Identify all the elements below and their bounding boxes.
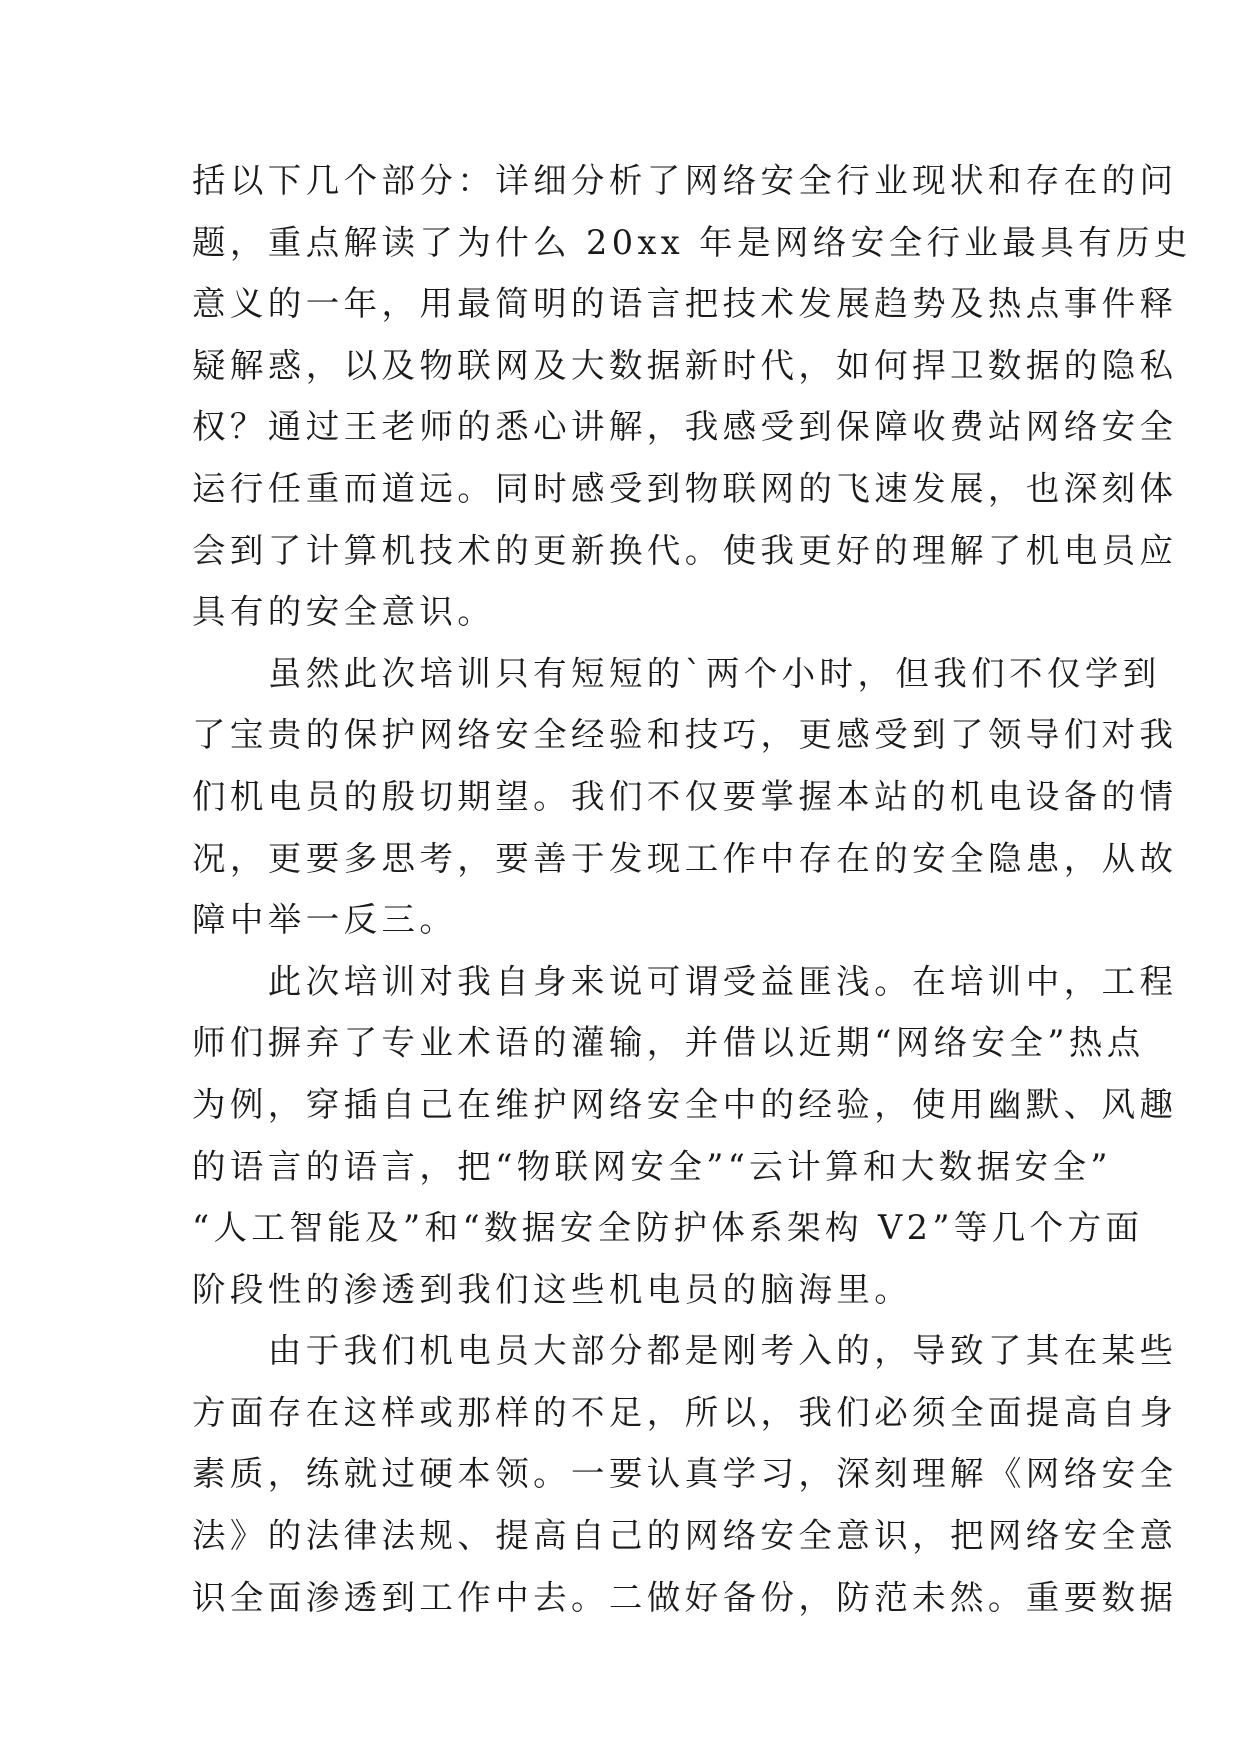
text-line: 阶段性的渗透到我们这些机电员的脑海里。 bbox=[192, 1269, 913, 1309]
text-line: 素质，练就过硬本领。一要认真学习，深刻理解《网络安全 bbox=[192, 1454, 1178, 1494]
text-line: 方面存在这样或那样的不足，所以，我们必须全面提高自身 bbox=[192, 1392, 1178, 1432]
text-line: 题，重点解读了为什么 20xx 年是网络安全行业最具有历史 bbox=[192, 222, 1192, 262]
text-line: 会到了计算机技术的更新换代。使我更好的理解了机电员应 bbox=[192, 530, 1178, 570]
text-line: 师们摒弃了专业术语的灌输，并借以近期“网络安全”热点 bbox=[192, 1023, 1145, 1063]
text-line: 障中举一反三。 bbox=[192, 900, 458, 940]
text-line: 们机电员的殷切期望。我们不仅要掌握本站的机电设备的情 bbox=[192, 776, 1178, 816]
text-line: 虽然此次培训只有短短的`两个小时，但我们不仅学到 bbox=[192, 653, 1161, 693]
text-line: 括以下几个部分：详细分析了网络安全行业现状和存在的问 bbox=[192, 161, 1178, 200]
text-line: 权？通过王老师的悉心讲解，我感受到保障收费站网络安全 bbox=[192, 407, 1178, 447]
text-line: “人工智能及”和“数据安全防护体系架构 V2”等几个方面 bbox=[192, 1208, 1144, 1248]
text-line: 识全面渗透到工作中去。二做好备份，防范未然。重要数据 bbox=[192, 1577, 1178, 1617]
text-line: 法》的法律法规、提高自己的网络安全意识，把网络安全意 bbox=[192, 1516, 1178, 1556]
text-line: 由于我们机电员大部分都是刚考入的，导致了其在某些 bbox=[192, 1331, 1178, 1371]
text-line: 运行任重而道远。同时感受到物联网的飞速发展，也深刻体 bbox=[192, 468, 1178, 508]
text-line: 为例，穿插自己在维护网络安全中的经验，使用幽默、风趣 bbox=[192, 1084, 1178, 1124]
text-line: 的语言的语言，把“物联网安全”“云计算和大数据安全” bbox=[192, 1146, 1112, 1186]
text-line: 况，更要多思考，要善于发现工作中存在的安全隐患，从故 bbox=[192, 838, 1178, 878]
text-line: 疑解惑，以及物联网及大数据新时代，如何捍卫数据的隐私 bbox=[192, 345, 1178, 385]
body-text bbox=[192, 150, 1192, 1628]
text-line: 意义的一年，用最简明的语言把技术发展趋势及热点事件释 bbox=[192, 284, 1178, 324]
text-line: 此次培训对我自身来说可谓受益匪浅。在培训中，工程 bbox=[192, 961, 1178, 1001]
text-line: 了宝贵的保护网络安全经验和技巧，更感受到了领导们对我 bbox=[192, 715, 1178, 755]
text-line: 具有的安全意识。 bbox=[192, 592, 496, 632]
